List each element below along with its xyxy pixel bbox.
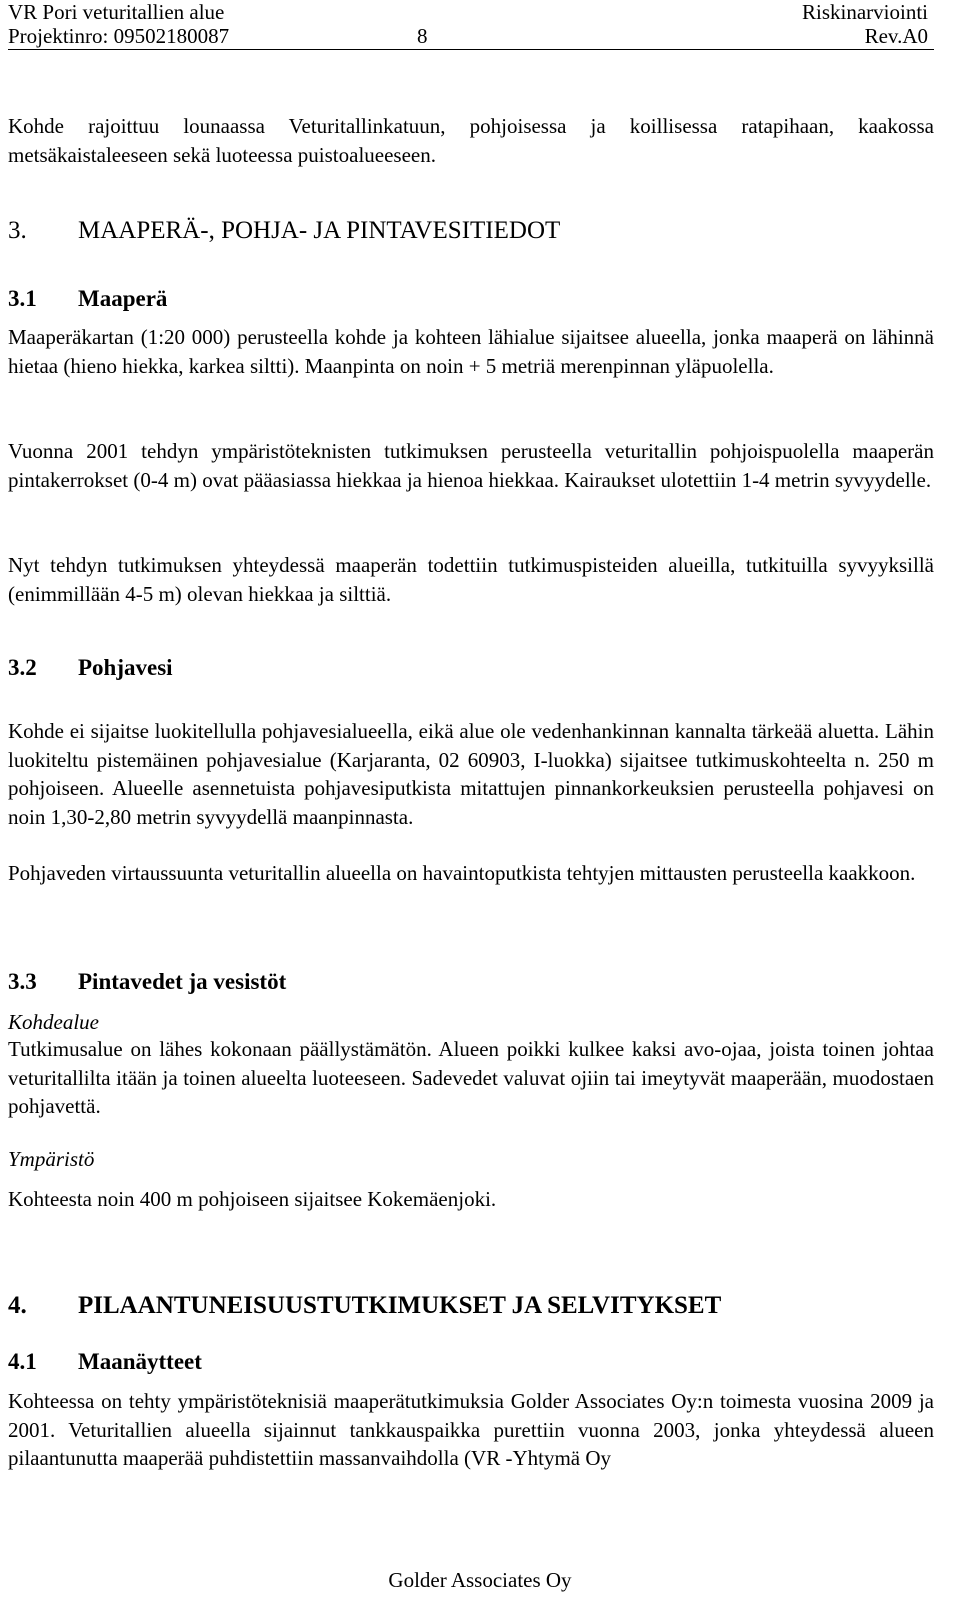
page-footer-company: Golder Associates Oy [388, 1568, 572, 1592]
header-doc-type: Riskinarviointi [802, 0, 928, 24]
section-3-2-heading [8, 654, 173, 682]
section-3-1-paragraph-1: Maaperäkartan (1:20 000) perusteella kohde ja kohteen lähialue sijaitsee alueella, jonka maaperä on lähinnä hietaa (hieno hiekka, karkea siltti). Maanpinta on noin + 5 metriä merenpinnan yläpuolella. [8, 325, 934, 378]
section-number: 3. [8, 217, 27, 244]
subheading-ymparisto: Ympäristö [8, 1147, 95, 1171]
header-page-number: 8 [417, 24, 428, 48]
section-title: PILAANTUNEISUUSTUTKIMUKSET JA SELVITYKSET [78, 1292, 722, 1319]
header-revision: Rev.A0 [864, 24, 928, 48]
section-number: 3.2 [8, 655, 37, 680]
header-project-number: Projektinro: 09502180087 [8, 24, 230, 48]
section-3-2-paragraph-1: Kohde ei sijaitse luokitellulla pohjavesialueella, eikä alue ole vedenhankinnan kannalta tärkeää aluetta. Lähin luokiteltu pistemäinen pohjavesialue (Karjaranta, 02 60903, I-luokka) sijaitsee tutkimuskohteelta n. 250 m pohjoiseen. Alueelle asennetuista pohjavesiputkista mitattujen pinnankorkeuksien perusteella pohjavesi on noin 1,30-2,80 metrin syvyydellä maanpinnasta. [8, 719, 934, 829]
intro-paragraph: Kohde rajoittuu lounaassa Veturitallinkatuun, pohjoisessa ja koillisessa ratapihaan, kaakossa metsäkaistaleeseen sekä luoteessa puistoalueeseen. [8, 114, 934, 167]
header-divider [8, 49, 934, 50]
section-title: Maanäytteet [78, 1349, 202, 1374]
section-4-heading [8, 1291, 721, 1321]
section-number: 4. [8, 1292, 27, 1319]
section-3-1-paragraph-2: Vuonna 2001 tehdyn ympäristöteknisten tutkimuksen perusteella veturitallin pohjoispuolella maaperän pintakerrokset (0-4 m) ovat pääasiassa hiekkaa ja hienoa hiekkaa. Kairaukset ulotettiin 1-4 metrin syvyydelle. [8, 439, 934, 492]
section-3-3-paragraph-2: Kohteesta noin 400 m pohjoiseen sijaitsee Kokemäenjoki. [8, 1187, 497, 1211]
section-3-3-paragraph-1: Tutkimusalue on lähes kokonaan päällystämätön. Alueen poikki kulkee kaksi avo-ojaa, joista toinen johtaa veturitallilta itään ja toinen alueelta luoteeseen. Sadevedet valuvat ojiin tai imeytyvät maaperään, muodostaen pohjavettä. [8, 1037, 934, 1118]
section-4-1-paragraph-1: Kohteessa on tehty ympäristöteknisiä maaperätutkimuksia Golder Associates Oy:n toimesta vuosina 2009 ja 2001. Veturitallien alueella sijainnut tankkauspaikka purettiin vuonna 2003, jonka yhteydessä alueen pilaantunutta maaperää puhdistettiin massanvaihdolla (VR -Yhtymä Oy [8, 1389, 934, 1470]
section-number: 3.1 [8, 286, 37, 311]
section-number: 3.3 [8, 969, 37, 994]
section-3-1-heading [8, 285, 167, 313]
section-3-1-paragraph-3: Nyt tehdyn tutkimuksen yhteydessä maaperän todettiin tutkimuspisteiden alueilla, tutkituilla syvyyksillä (enimmillään 4-5 m) olevan hiekkaa ja silttiä. [8, 553, 934, 606]
section-3-heading [8, 216, 560, 246]
section-title: Pintavedet ja vesistöt [78, 969, 287, 994]
section-title: MAAPERÄ-, POHJA- JA PINTAVESITIEDOT [78, 217, 561, 244]
section-4-1-heading [8, 1348, 202, 1376]
section-title: Pohjavesi [78, 655, 173, 680]
header-title: VR Pori veturitallien alue [8, 0, 225, 24]
subheading-kohdealue: Kohdealue [8, 1010, 99, 1034]
section-title: Maaperä [78, 286, 168, 311]
section-3-2-paragraph-2: Pohjaveden virtaussuunta veturitallin alueella on havaintoputkista tehtyjen mittausten perusteella kaakkoon. [8, 861, 916, 885]
section-number: 4.1 [8, 1349, 37, 1374]
section-3-3-heading [8, 968, 286, 996]
